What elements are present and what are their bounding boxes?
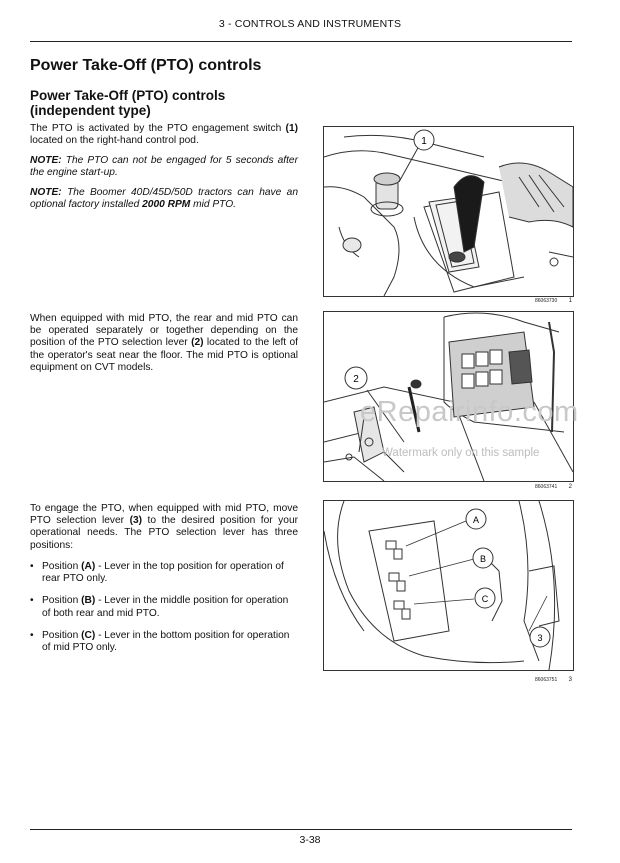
position-text: - Lever in the middle position for operation of both rear and mid PTO. — [42, 595, 289, 619]
callout-2: 2 — [353, 374, 359, 385]
pto-engagement-paragraph — [30, 123, 298, 147]
note-bold-text: 2000 RPM — [142, 199, 191, 211]
position-text: - Lever in the bottom position for operation of mid PTO only. — [42, 629, 290, 654]
callout-a: A — [472, 515, 480, 525]
position-label: Position — [42, 595, 82, 607]
note-text: The PTO can not be engaged for 5 seconds after the engine start-up. — [30, 155, 298, 179]
mid-pto-paragraph — [30, 313, 298, 374]
callout-ref: (A) — [81, 561, 96, 572]
figure-1-pto-switch — [323, 126, 574, 297]
page-number: 3-38 — [299, 834, 321, 846]
section-title: Power Take-Off (PTO) controls — [30, 57, 262, 74]
list-item — [30, 595, 298, 619]
paragraph-text: located to the left of the operator's seat near the floor. The mid PTO is optional equipment on CVT models. — [30, 337, 298, 373]
paragraph-text: When equipped with mid PTO, the rear and mid PTO can be operated separately or together depending on the position of the PTO selection lever — [30, 313, 298, 349]
callout-ref: (1) — [285, 123, 298, 134]
paragraph-text: To engage the PTO, when equipped with mid PTO, move PTO selection lever — [30, 503, 298, 527]
figure-number: 1 — [568, 298, 572, 304]
engage-pto-paragraph — [30, 503, 298, 552]
callout-3: 3 — [537, 633, 543, 643]
footer-rule — [30, 829, 572, 830]
figure-number: 3 — [568, 677, 572, 683]
figure-id: 86063751 — [535, 677, 558, 683]
note-2000rpm — [30, 187, 298, 211]
figure-number: 2 — [568, 484, 572, 490]
figure-id: 86063730 — [535, 298, 558, 304]
position-label: Position — [42, 629, 82, 641]
lever-positions-illustration — [324, 501, 573, 670]
position-text: - Lever in the top position for operation of rear PTO only. — [42, 561, 284, 585]
chapter-header: 3 - CONTROLS AND INSTRUMENTS — [218, 18, 402, 30]
note-label: NOTE: — [30, 155, 62, 166]
callout-ref: (2) — [191, 337, 204, 349]
pto-switch-illustration — [324, 127, 573, 296]
position-label: Position — [42, 561, 82, 572]
callout-ref: (C) — [81, 629, 96, 641]
watermark-main: eRepairinfo.com — [360, 396, 579, 428]
callout-ref: (3) — [129, 515, 143, 527]
callout-1: 1 — [421, 136, 427, 147]
callout-b: B — [479, 554, 487, 564]
callout-c: C — [481, 594, 489, 604]
figure-id: 86063741 — [535, 484, 558, 490]
watermark-sub: Watermark only on this sample — [382, 447, 540, 459]
note-startup — [30, 155, 298, 179]
note-text: mid PTO. — [190, 199, 236, 211]
callout-ref: (B) — [81, 595, 96, 607]
position-list — [30, 561, 298, 664]
subsection-title: Power Take-Off (PTO) controls (independent type) — [30, 88, 226, 118]
note-text: The Boomer 40D/45D/50D tractors can have an optional factory installed — [30, 187, 298, 211]
paragraph-text: located on the right-hand control pod. — [30, 135, 199, 147]
list-item — [30, 630, 298, 654]
figure-3-lever-positions — [323, 500, 574, 671]
paragraph-text: The PTO is activated by the PTO engagement switch — [30, 123, 286, 134]
header-rule — [30, 41, 572, 42]
note-label: NOTE: — [30, 187, 62, 198]
list-item — [30, 561, 298, 585]
paragraph-text: to the desired position for your operational needs. The PTO selection lever has three positions: — [30, 515, 299, 551]
